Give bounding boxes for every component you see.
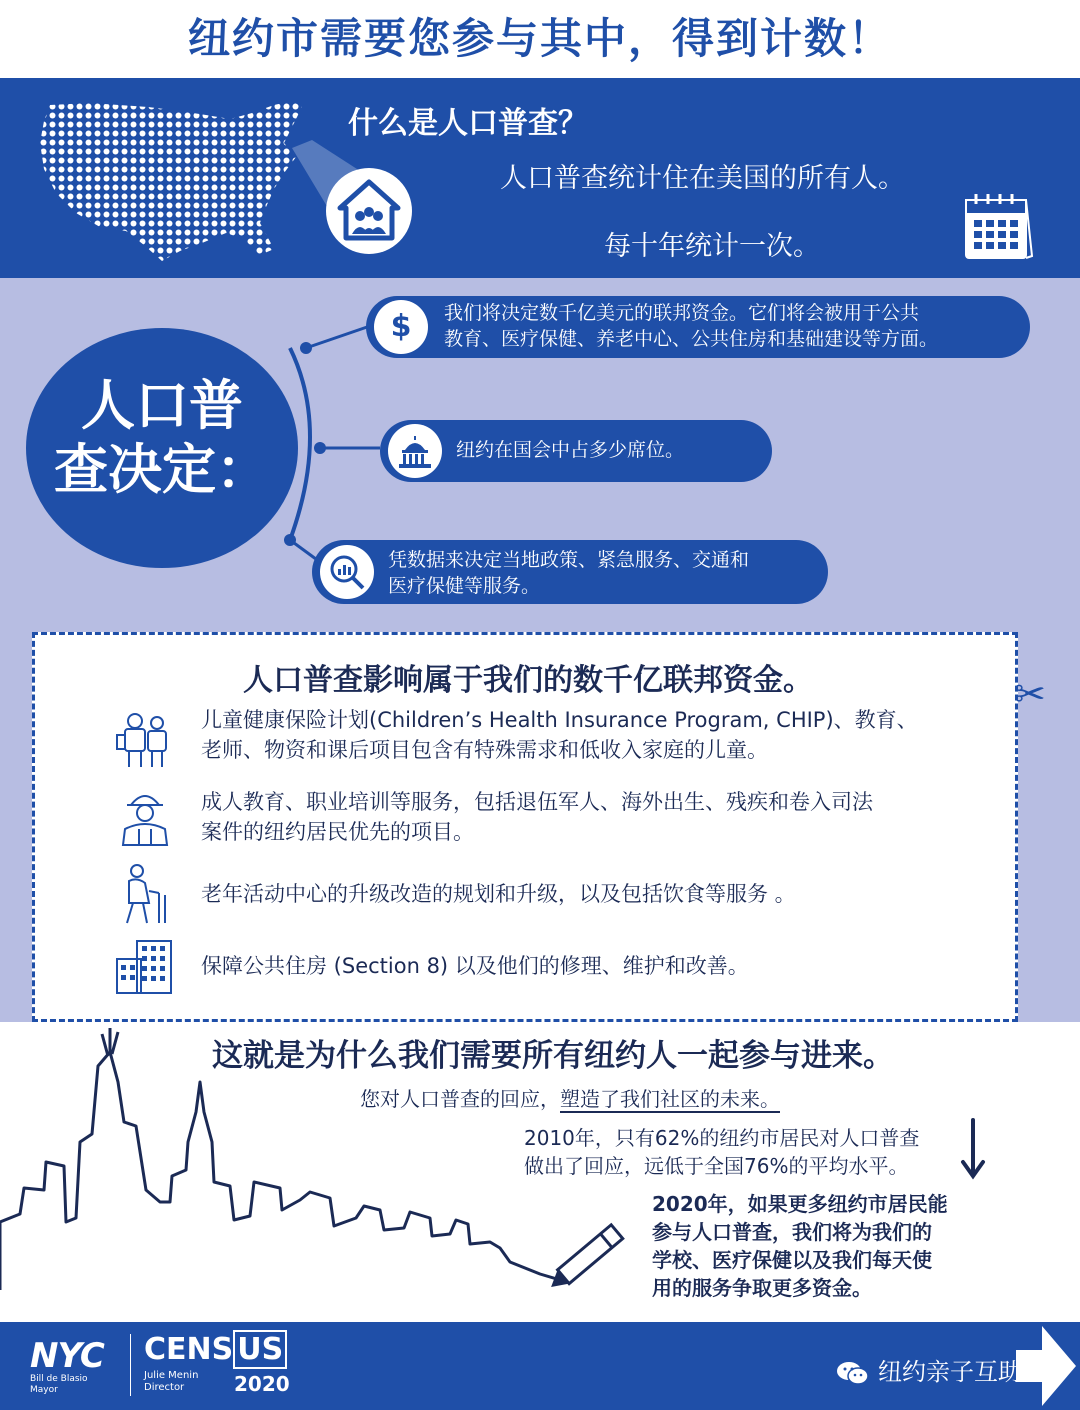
stat-2020-line2: 参与人口普查，我们将为我们的 bbox=[652, 1220, 932, 1244]
director-name: Julie Menin bbox=[144, 1370, 199, 1381]
response-underlined-text: 塑造了我们社区的未来。 bbox=[560, 1087, 780, 1111]
census-definition-text: 人口普查统计住在美国的所有人。 bbox=[500, 163, 905, 194]
program-item-chip-line2: 老师、物资和课后项目包含有特殊需求和低收入家庭的儿童。 bbox=[201, 738, 768, 762]
program-item-senior-center: 老年活动中心的升级改造的规划和升级，以及包括饮食等服务 。 bbox=[201, 882, 796, 906]
census-frequency-text: 每十年统计一次。 bbox=[604, 231, 820, 262]
housing-icon bbox=[115, 937, 175, 995]
census-decides-label-line2: 查决定： bbox=[54, 438, 270, 501]
mayor-title: Mayor bbox=[30, 1385, 58, 1395]
down-arrow-icon bbox=[958, 1118, 988, 1182]
nyc-logo: NYC bbox=[30, 1336, 104, 1376]
page-title: 纽约市需要您参与其中，得到计数！ bbox=[187, 14, 892, 63]
census-logo-prefix: CENS bbox=[144, 1332, 234, 1367]
program-item-adult-education-line2: 案件的纽约居民优先的项目。 bbox=[201, 820, 474, 844]
decides-item-congress-seats bbox=[380, 420, 772, 482]
what-is-census-section bbox=[0, 78, 1080, 278]
what-is-census-title: 什么是人口普查？ bbox=[348, 106, 588, 141]
census-logo bbox=[144, 1332, 287, 1367]
program-item-adult-education bbox=[201, 787, 981, 847]
footer bbox=[0, 1322, 1080, 1410]
decides-item-local-policy bbox=[312, 540, 828, 604]
stat-2010-line2: 做出了回应，远低于全国76%的平均水平。 bbox=[524, 1154, 909, 1178]
response-prefix: 您对人口普查的回应， bbox=[360, 1087, 560, 1111]
worker-icon bbox=[115, 785, 175, 847]
footer-divider bbox=[130, 1334, 131, 1396]
wechat-watermark bbox=[836, 1352, 1022, 1387]
decides-item-local-policy-line1: 凭数据来决定当地政策、紧急服务、交通和 bbox=[388, 549, 750, 571]
decides-item-local-policy-line2: 医疗保健等服务。 bbox=[388, 575, 541, 597]
decides-item-congress-text: 纽约在国会中占多少席位。 bbox=[456, 439, 685, 461]
census-year: 2020 bbox=[234, 1372, 290, 1396]
stat-2020-line1: 2020年，如果更多纽约市居民能 bbox=[652, 1192, 948, 1216]
stat-2020-line4: 用的服务争取更多资金。 bbox=[652, 1276, 872, 1300]
stat-2010 bbox=[524, 1124, 919, 1180]
mayor-name: Bill de Blasio bbox=[30, 1374, 88, 1384]
capitol-icon bbox=[388, 424, 442, 478]
federal-funding-programs-box bbox=[32, 632, 1018, 1022]
program-item-public-housing: 保障公共住房 (Section 8) 以及他们的修理、维护和改善。 bbox=[201, 954, 749, 978]
nyc-mayor-credit bbox=[30, 1374, 88, 1396]
decides-item-funding-line2: 教育、医疗保健、养老中心、公共住房和基础建设等方面。 bbox=[444, 328, 939, 350]
scissors-icon: ✂ bbox=[1014, 672, 1046, 716]
title-bar bbox=[0, 0, 1080, 78]
wechat-account-name: 纽约亲子互助 bbox=[878, 1358, 1022, 1386]
program-item-chip-line1: 儿童健康保险计划(Children’s Health Insurance Program, CHIP)、教育、 bbox=[201, 708, 918, 732]
decides-item-funding-line1: 我们将决定数千亿美元的联邦资金。它们将会被用于公共 bbox=[444, 302, 920, 324]
why-heading: 这就是为什么我们需要所有纽约人一起参与进来。 bbox=[212, 1038, 894, 1074]
stat-2020-line3: 学校、医疗保健以及我们每天使 bbox=[652, 1248, 932, 1272]
next-arrow-icon bbox=[1012, 1322, 1080, 1410]
wechat-icon bbox=[836, 1360, 870, 1386]
children-icon bbox=[115, 711, 177, 769]
program-item-chip bbox=[201, 705, 981, 765]
response-statement bbox=[360, 1083, 780, 1112]
household-icon bbox=[326, 168, 412, 254]
census-logo-suffix: US bbox=[233, 1330, 287, 1369]
census-decides-label-line1: 人口普 bbox=[81, 374, 243, 437]
calendar-icon bbox=[962, 190, 1036, 264]
decides-item-funding bbox=[366, 296, 1030, 358]
data-search-icon bbox=[320, 545, 374, 599]
stat-2020 bbox=[652, 1190, 948, 1302]
director-title: Director bbox=[144, 1382, 185, 1393]
census-decides-badge bbox=[26, 328, 298, 568]
senior-icon bbox=[115, 863, 171, 925]
programs-heading: 人口普查影响属于我们的数千亿联邦资金。 bbox=[243, 663, 813, 698]
stat-2010-line1: 2010年，只有62%的纽约市居民对人口普查 bbox=[524, 1126, 920, 1150]
usa-map-icon bbox=[30, 93, 310, 268]
census-director-credit bbox=[144, 1370, 198, 1394]
dollar-icon: $ bbox=[374, 300, 428, 354]
pencil-icon bbox=[544, 1206, 644, 1296]
program-item-adult-education-line1: 成人教育、职业培训等服务，包括退伍军人、海外出生、残疾和卷入司法 bbox=[201, 790, 873, 814]
